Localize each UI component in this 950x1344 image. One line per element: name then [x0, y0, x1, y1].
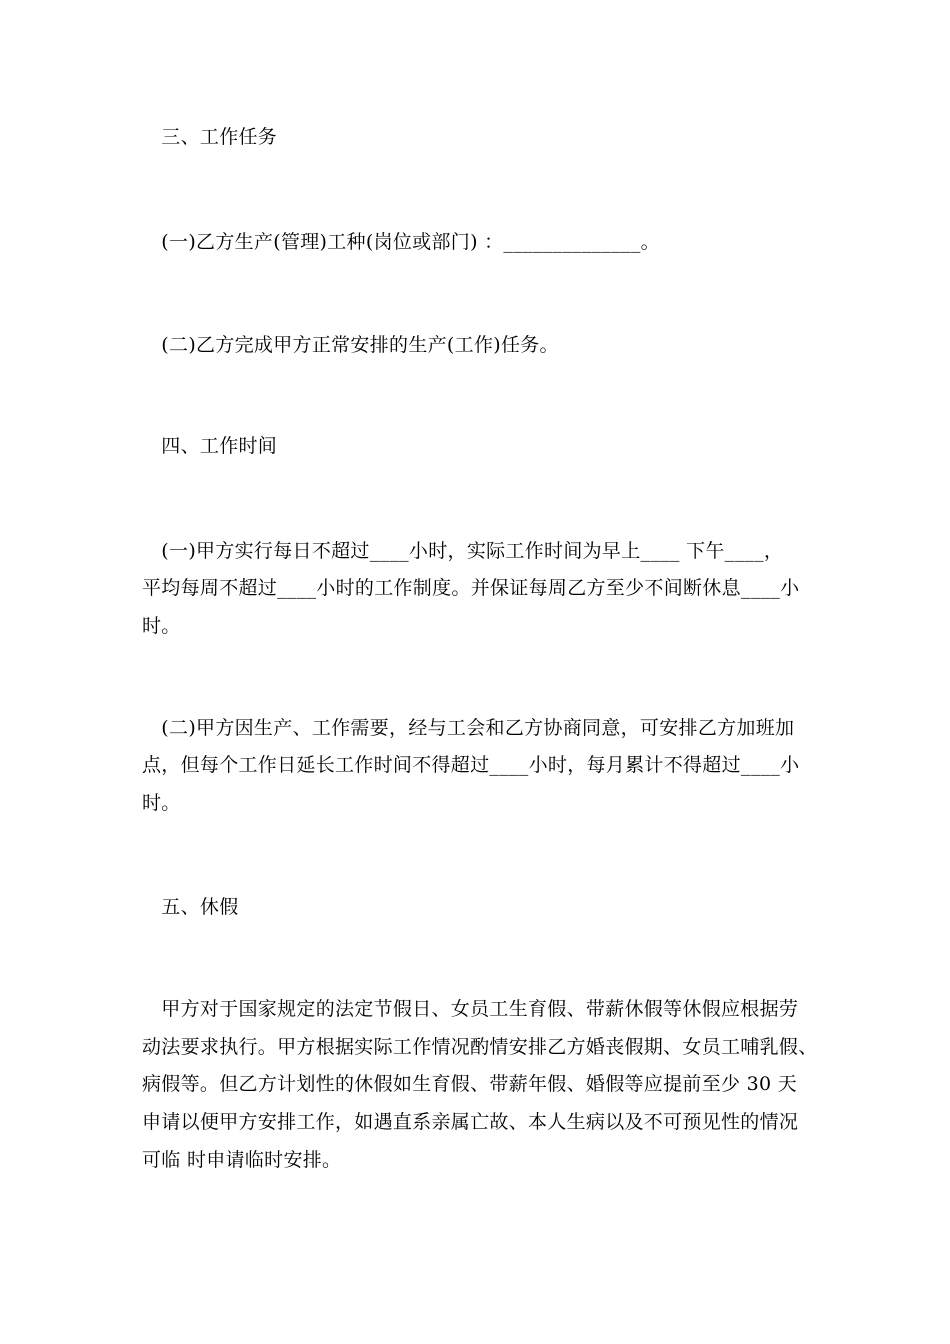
section-5-paragraph-line-3: 病假等。但乙方计划性的休假如生育假、带薪年假、婚假等应提前至少 30 天	[142, 1073, 798, 1095]
section-4-item-1-line-1: (一)甲方实行每日不超过____小时，实际工作时间为早上____ 下午____，	[142, 540, 784, 562]
section-5-heading: 五、休假	[142, 896, 239, 918]
section-4-item-1-line-3: 时。	[142, 615, 181, 637]
section-5-paragraph-line-2: 动法要求执行。甲方根据实际工作情况酌情安排乙方婚丧假期、女员工哺乳假、	[142, 1036, 818, 1058]
section-5-paragraph-line-4: 申请以便甲方安排工作，如遇直系亲属亡故、本人生病以及不可预见性的情况	[142, 1111, 799, 1133]
section-4-item-2-line-3: 时。	[142, 792, 181, 814]
section-4-item-2-line-1: (二)甲方因生产、工作需要，经与工会和乙方协商同意，可安排乙方加班加	[142, 717, 795, 739]
section-4-item-2-line-2: 点，但每个工作日延长工作时间不得超过____小时，每月累计不得超过____小	[142, 754, 800, 776]
section-3-item-2: (二)乙方完成甲方正常安排的生产(工作)任务。	[142, 334, 559, 356]
section-5-paragraph-line-5: 可临 时申请临时安排。	[142, 1149, 342, 1171]
section-3-heading: 三、工作任务	[142, 126, 278, 148]
section-5-paragraph-line-1: 甲方对于国家规定的法定节假日、女员工生育假、带薪休假等休假应根据劳	[142, 998, 799, 1020]
section-4-heading: 四、工作时间	[142, 435, 278, 457]
section-3-item-1: (一)乙方生产(管理)工种(岗位或部门) ：______________。	[142, 231, 660, 253]
section-4-item-1-line-2: 平均每周不超过____小时的工作制度。并保证每周乙方至少不间断休息____小	[142, 577, 800, 599]
